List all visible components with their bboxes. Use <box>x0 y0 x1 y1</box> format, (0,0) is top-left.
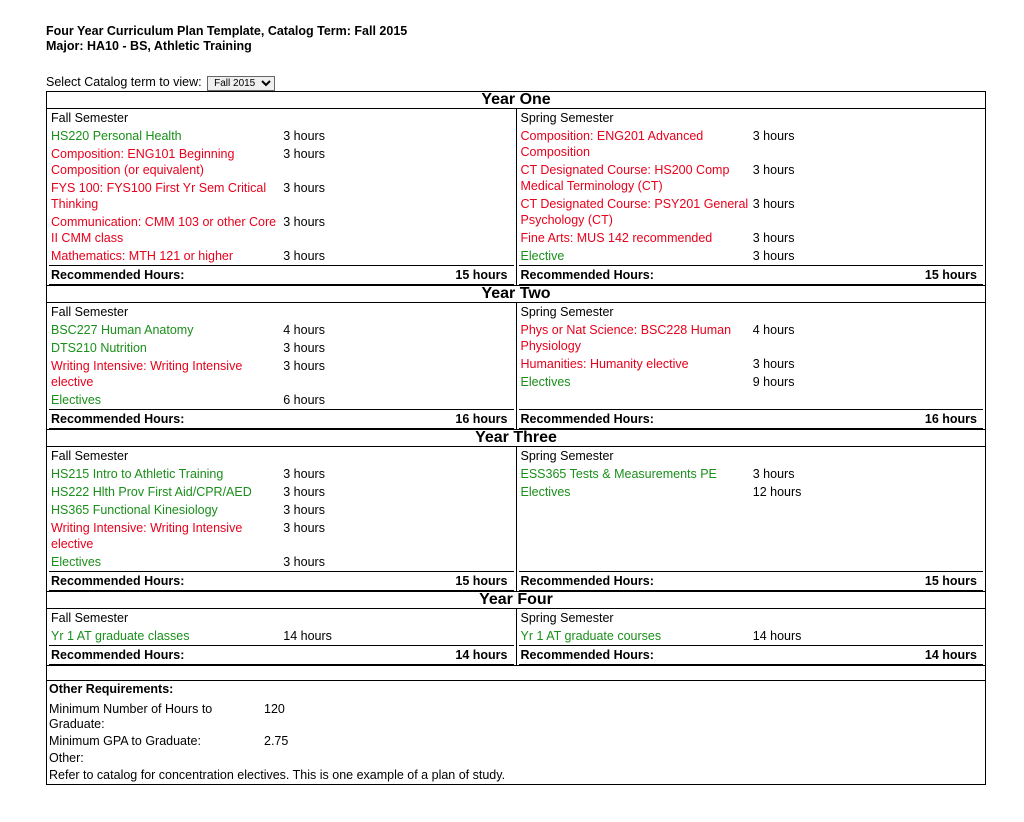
course-hours: 3 hours <box>752 249 795 263</box>
recommended-label: Recommended Hours: <box>49 646 383 665</box>
recommended-table <box>49 265 514 285</box>
semester-label: Fall Semester <box>51 111 129 125</box>
catalog-label: Select Catalog term to view: <box>46 75 202 89</box>
course-hours: 3 hours <box>283 249 325 263</box>
course-name: HS220 Personal Health <box>51 129 182 143</box>
course-row <box>519 465 984 483</box>
min-hours-row <box>49 701 505 733</box>
course-row <box>519 161 984 195</box>
fall-semester <box>47 447 517 572</box>
year-row <box>47 430 986 447</box>
empty-row <box>519 537 984 555</box>
year-row <box>47 92 986 109</box>
semester-label: Fall Semester <box>51 611 129 625</box>
recommended-row <box>47 265 986 286</box>
course-hours: 4 hours <box>752 323 795 337</box>
course-name: Electives <box>51 393 102 407</box>
recommended-table <box>519 571 984 591</box>
semester-header-row <box>519 303 984 321</box>
course-row <box>519 247 984 265</box>
course-name: Fine Arts: MUS 142 recommended <box>520 231 713 245</box>
major-title: Major: HA10 - BS, Athletic Training <box>46 39 252 53</box>
min-gpa-value: 2.75 <box>264 734 289 748</box>
course-name: Writing Intensive: Writing Intensive elective <box>51 521 243 551</box>
semester-label: Spring Semester <box>520 305 614 319</box>
empty-cell <box>751 501 983 519</box>
semester-table <box>519 109 984 265</box>
min-hours-label <box>49 701 264 733</box>
year-row <box>47 592 986 609</box>
recommended-table <box>49 645 514 665</box>
recommended-line <box>49 410 514 429</box>
spring-semester <box>516 609 986 646</box>
curriculum-table <box>46 91 986 785</box>
course-hours: 3 hours <box>283 485 325 499</box>
recommended-hours: 15 hours <box>383 266 514 285</box>
recommended-line <box>49 266 514 285</box>
semester-label: Fall Semester <box>51 449 129 463</box>
recommended-table <box>519 265 984 285</box>
recommended-label: Recommended Hours: <box>49 410 383 429</box>
spring-semester <box>516 109 986 266</box>
empty-cell <box>519 391 751 409</box>
semester-header-row <box>49 447 514 465</box>
course-hours: 3 hours <box>283 129 325 143</box>
empty-cell <box>751 537 983 555</box>
course-name: Mathematics: MTH 121 or higher <box>51 249 234 263</box>
semester-table <box>519 303 984 409</box>
catalog-term-select[interactable] <box>207 76 275 91</box>
course-hours: 3 hours <box>283 359 325 373</box>
course-name: Humanities: Humanity elective <box>520 357 689 371</box>
semester-label: Fall Semester <box>51 305 129 319</box>
empty-row <box>519 501 984 519</box>
course-row <box>519 373 984 391</box>
course-row <box>519 483 984 501</box>
empty-row <box>519 519 984 537</box>
course-name: CT Designated Course: PSY201 General Psychology (CT) <box>520 197 749 227</box>
course-hours: 14 hours <box>752 629 802 643</box>
course-row <box>49 483 514 501</box>
spacer-row <box>47 666 986 681</box>
course-row <box>49 627 514 645</box>
course-hours: 3 hours <box>283 503 325 517</box>
recommended-row <box>47 409 986 430</box>
semester-header-row <box>49 109 514 127</box>
semester-label: Spring Semester <box>520 449 614 463</box>
other-requirements <box>47 681 986 785</box>
spring-recommended <box>516 571 986 592</box>
semester-header-row <box>519 447 984 465</box>
min-hours-label-text: Minimum Number of Hours to Graduate: <box>49 702 213 731</box>
empty-cell <box>519 519 751 537</box>
semester-label: Spring Semester <box>520 111 614 125</box>
empty-cell <box>519 501 751 519</box>
fall-semester <box>47 303 517 410</box>
course-name: Electives <box>520 485 571 499</box>
recommended-table <box>49 571 514 591</box>
course-row <box>49 519 514 553</box>
semester-header-row <box>519 609 984 627</box>
semester-header-row <box>49 303 514 321</box>
spacer-cell <box>47 666 986 681</box>
year-row <box>47 286 986 303</box>
recommended-table <box>519 645 984 665</box>
course-hours: 3 hours <box>752 231 795 245</box>
year-title: Year Three <box>47 430 986 447</box>
spring-recommended <box>516 645 986 666</box>
course-name: FYS 100: FYS100 First Yr Sem Critical Thinking <box>51 181 267 211</box>
course-row <box>519 127 984 161</box>
course-name: Electives <box>51 555 102 569</box>
recommended-line <box>519 646 984 665</box>
semester-row <box>47 447 986 572</box>
recommended-table <box>519 409 984 429</box>
semester-row <box>47 609 986 646</box>
course-row <box>519 321 984 355</box>
other-label: Other: <box>49 751 84 765</box>
semester-header-row <box>49 609 514 627</box>
course-name: Writing Intensive: Writing Intensive elective <box>51 359 243 389</box>
course-row <box>519 229 984 247</box>
recommended-line <box>49 646 514 665</box>
year-title: Year Two <box>47 286 986 303</box>
course-name: HS215 Intro to Athletic Training <box>51 467 224 481</box>
course-name: CT Designated Course: HS200 Comp Medical Terminology (CT) <box>520 163 730 193</box>
course-name: HS365 Functional Kinesiology <box>51 503 218 517</box>
min-gpa-label: Minimum GPA to Graduate: <box>49 734 201 748</box>
recommended-line <box>519 266 984 285</box>
spring-semester <box>516 447 986 572</box>
course-hours: 3 hours <box>752 357 795 371</box>
semester-table <box>49 109 514 265</box>
recommended-line <box>49 572 514 591</box>
course-hours: 3 hours <box>283 181 325 195</box>
course-row <box>49 213 514 247</box>
recommended-table <box>49 409 514 429</box>
recommended-label: Recommended Hours: <box>519 266 853 285</box>
fall-semester <box>47 109 517 266</box>
semester-label: Spring Semester <box>520 611 614 625</box>
course-row <box>49 357 514 391</box>
course-row <box>49 179 514 213</box>
min-hours-value: 120 <box>264 702 285 716</box>
recommended-hours: 15 hours <box>853 572 984 591</box>
course-hours: 3 hours <box>283 467 325 481</box>
recommended-hours: 15 hours <box>853 266 984 285</box>
other-requirements-title: Other Requirements: <box>49 682 174 696</box>
course-hours: 3 hours <box>752 467 795 481</box>
course-name: DTS210 Nutrition <box>51 341 147 355</box>
spring-recommended <box>516 409 986 430</box>
recommended-hours: 14 hours <box>383 646 514 665</box>
course-row <box>49 501 514 519</box>
course-hours: 3 hours <box>752 197 795 211</box>
min-gpa-row <box>49 733 505 750</box>
recommended-label: Recommended Hours: <box>519 646 853 665</box>
year-title: Year Four <box>47 592 986 609</box>
other-note: Refer to catalog for concentration electives. This is one example of a plan of study. <box>49 768 506 782</box>
other-requirements-table <box>49 701 505 784</box>
course-row <box>49 321 514 339</box>
course-row <box>49 553 514 571</box>
course-row <box>49 145 514 179</box>
course-name: Elective <box>520 249 565 263</box>
spring-recommended <box>516 265 986 286</box>
course-hours: 9 hours <box>752 375 795 389</box>
other-requirements-row <box>47 681 986 785</box>
recommended-hours: 16 hours <box>383 410 514 429</box>
empty-cell <box>751 391 983 409</box>
course-name: Yr 1 AT graduate classes <box>51 629 190 643</box>
year-title: Year One <box>47 92 986 109</box>
course-row <box>519 195 984 229</box>
semester-header-row <box>519 109 984 127</box>
course-row <box>519 355 984 373</box>
course-row <box>49 339 514 357</box>
semester-row <box>47 109 986 266</box>
recommended-label: Recommended Hours: <box>49 572 383 591</box>
semester-table <box>519 447 984 555</box>
course-row <box>49 127 514 145</box>
course-hours: 3 hours <box>283 555 325 569</box>
empty-row <box>519 391 984 409</box>
course-hours: 4 hours <box>283 323 325 337</box>
course-row <box>519 627 984 645</box>
semester-table <box>49 303 514 409</box>
recommended-hours: 14 hours <box>853 646 984 665</box>
spring-semester <box>516 303 986 410</box>
recommended-row <box>47 571 986 592</box>
recommended-row <box>47 645 986 666</box>
fall-recommended <box>47 409 517 430</box>
course-row <box>49 247 514 265</box>
course-row <box>49 391 514 409</box>
fall-recommended <box>47 645 517 666</box>
semester-row <box>47 303 986 410</box>
recommended-hours: 16 hours <box>853 410 984 429</box>
course-hours: 6 hours <box>283 393 325 407</box>
course-name: Yr 1 AT graduate courses <box>520 629 662 643</box>
fall-recommended <box>47 571 517 592</box>
recommended-line <box>519 410 984 429</box>
recommended-label: Recommended Hours: <box>519 410 853 429</box>
fall-semester <box>47 609 517 646</box>
course-hours: 3 hours <box>283 341 325 355</box>
course-hours: 3 hours <box>752 163 795 177</box>
page-header <box>46 24 407 54</box>
course-name: Phys or Nat Science: BSC228 Human Physiology <box>520 323 732 353</box>
empty-cell <box>519 537 751 555</box>
course-name: ESS365 Tests & Measurements PE <box>520 467 717 481</box>
semester-table <box>519 609 984 645</box>
course-hours: 3 hours <box>283 521 325 535</box>
empty-cell <box>751 519 983 537</box>
course-name: Composition: ENG101 Beginning Composition (or equivalent) <box>51 147 235 177</box>
plan-title: Four Year Curriculum Plan Template, Catalog Term: Fall 2015 <box>46 24 408 38</box>
semester-table <box>49 609 514 645</box>
course-name: Composition: ENG201 Advanced Composition <box>520 129 704 159</box>
course-hours: 3 hours <box>283 147 325 161</box>
recommended-label: Recommended Hours: <box>49 266 383 285</box>
recommended-hours: 15 hours <box>383 572 514 591</box>
note-row <box>49 767 505 784</box>
course-name: BSC227 Human Anatomy <box>51 323 194 337</box>
catalog-selector <box>46 75 275 91</box>
fall-recommended <box>47 265 517 286</box>
recommended-label: Recommended Hours: <box>519 572 853 591</box>
course-hours: 3 hours <box>752 129 795 143</box>
course-hours: 12 hours <box>752 485 802 499</box>
course-row <box>49 465 514 483</box>
course-hours: 3 hours <box>283 215 325 229</box>
semester-table <box>49 447 514 571</box>
other-row <box>49 750 505 767</box>
course-name: Communication: CMM 103 or other Core II CMM class <box>51 215 277 245</box>
recommended-line <box>519 572 984 591</box>
course-name: Electives <box>520 375 571 389</box>
course-name: HS222 Hlth Prov First Aid/CPR/AED <box>51 485 252 499</box>
course-hours: 14 hours <box>283 629 332 643</box>
